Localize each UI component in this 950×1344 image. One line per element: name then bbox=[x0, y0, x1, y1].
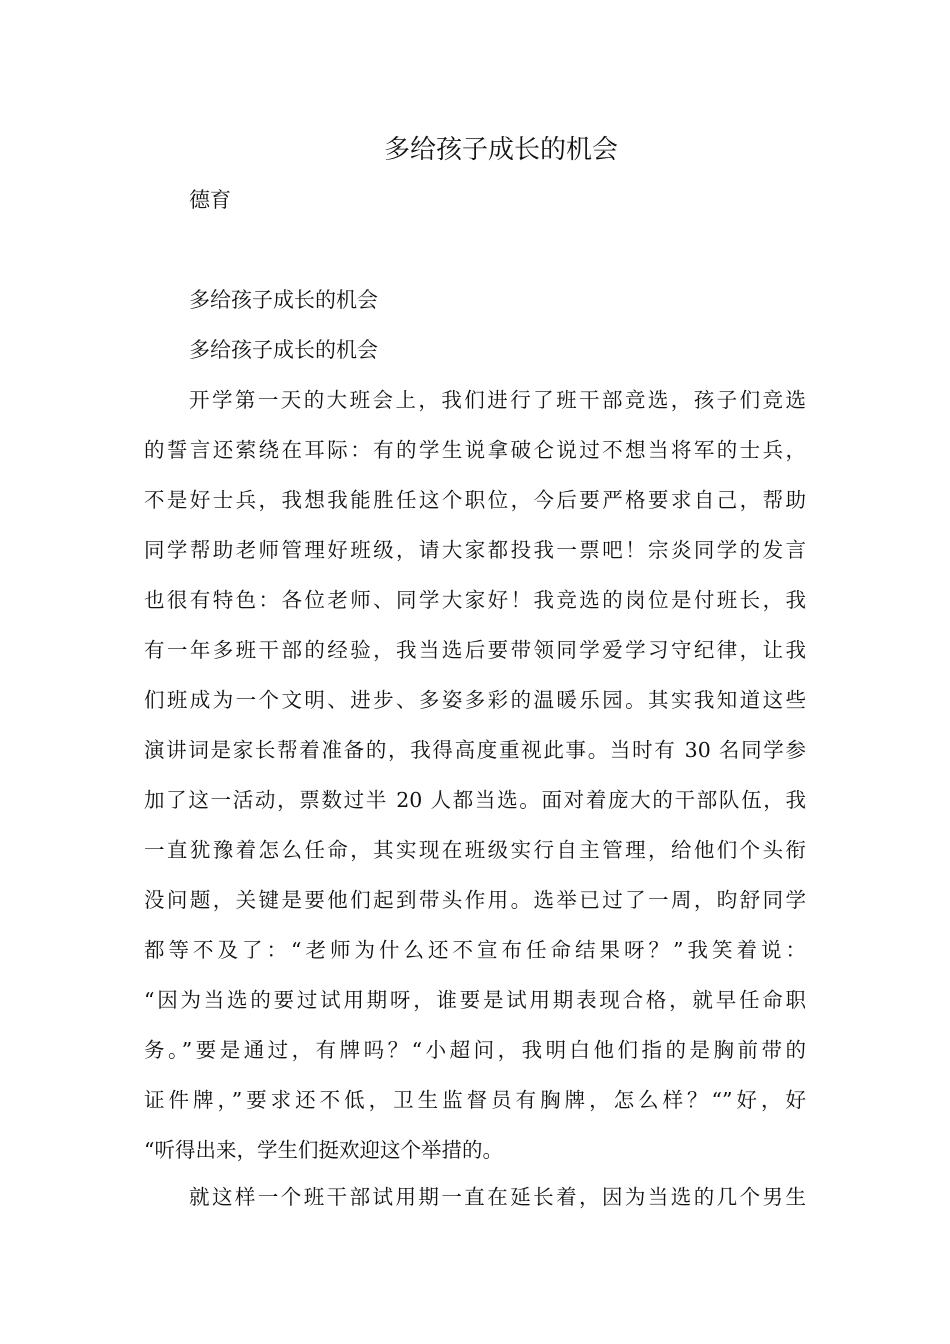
paragraph-line: 开学第一天的大班会上，我们进行了班干部竞选，孩子们竞选 bbox=[189, 388, 806, 412]
paragraph-line: 也很有特色：各位老师、同学大家好！我竞选的岗位是付班长，我 bbox=[144, 588, 806, 612]
subheading: 多给孩子成长的机会 bbox=[189, 288, 378, 312]
paragraph-line: 演讲词是家长帮着准备的，我得高度重视此事。当时有 30 名同学参 bbox=[144, 738, 806, 762]
body-paragraph bbox=[144, 1172, 806, 1222]
paragraph-line: 没问题，关键是要他们起到带头作用。选举已过了一周，昀舒同学 bbox=[144, 888, 806, 912]
paragraph-line: “因为当选的要过试用期呀，谁要是试用期表现合格，就早任命职 bbox=[144, 988, 806, 1012]
subheading: 多给孩子成长的机会 bbox=[189, 338, 378, 362]
paragraph-line: 一直犹豫着怎么任命，其实现在班级实行自主管理，给他们个头衔 bbox=[144, 838, 806, 862]
paragraph-line: 就这样一个班干部试用期一直在延长着，因为当选的几个男生 bbox=[189, 1185, 806, 1209]
document-title: 多给孩子成长的机会 bbox=[383, 135, 618, 165]
paragraph-line: 有一年多班干部的经验，我当选后要带领同学爱学习守纪律，让我 bbox=[144, 638, 806, 662]
paragraph-line: 们班成为一个文明、进步、多姿多彩的温暖乐园。其实我知道这些 bbox=[144, 688, 806, 712]
paragraph-line: “听得出来，学生们挺欢迎这个举措的。 bbox=[144, 1138, 503, 1162]
paragraph-line: 都等不及了：“老师为什么还不宣布任命结果呀？”我笑着说： bbox=[144, 938, 806, 962]
document-category: 德育 bbox=[189, 188, 231, 212]
paragraph-line: 证件牌，”要求还不低，卫生监督员有胸牌，怎么样？“”好，好 bbox=[144, 1088, 806, 1112]
paragraph-line: 务。”要是通过，有牌吗？“小超问，我明白他们指的是胸前带的 bbox=[144, 1038, 806, 1062]
paragraph-line: 不是好士兵，我想我能胜任这个职位，今后要严格要求自己，帮助 bbox=[144, 488, 806, 512]
paragraph-line: 加了这一活动，票数过半 20 人都当选。面对着庞大的干部队伍，我 bbox=[144, 788, 806, 812]
body-paragraph bbox=[144, 375, 806, 1175]
paragraph-line: 同学帮助老师管理好班级，请大家都投我一票吧！宗炎同学的发言 bbox=[144, 538, 806, 562]
paragraph-line: 的誓言还萦绕在耳际：有的学生说拿破仑说过不想当将军的士兵， bbox=[144, 438, 806, 462]
